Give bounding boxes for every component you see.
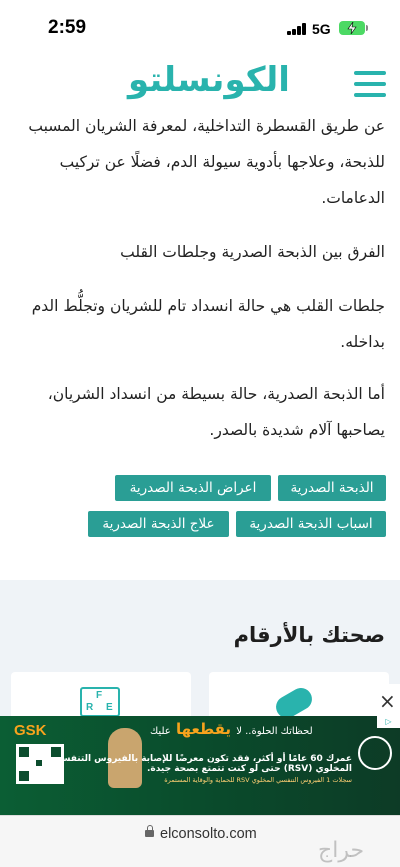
- ad-text: عمرك 60 عامًا أو أكثر، فقد تكون معرضًا للإصابة بالفيروس التنفسي المخلوي (RSV) حتى لو كنت تتمتع بصحة جيدة.: [52, 754, 352, 774]
- status-time: 2:59: [48, 17, 87, 38]
- section-title: صحتك بالأرقام: [233, 623, 385, 647]
- tag-angina-symptoms[interactable]: اعراض الذبحة الصدرية: [115, 475, 271, 501]
- ad-close-button[interactable]: [372, 684, 400, 716]
- watermark: حراج: [318, 838, 365, 863]
- battery-cap: [366, 25, 368, 31]
- ad-choices-icon[interactable]: ▷: [377, 716, 400, 728]
- tag-angina-treatment[interactable]: علاج الذبحة الصدرية: [88, 511, 229, 537]
- article-paragraph: عن طريق القسطرة التداخلية، لمعرفة الشريان المسبب للذبحة، وعلاجها بأدوية سيولة الدم، فضلًا عن تركيب الدعامات.: [28, 117, 385, 207]
- network-label: 5G: [312, 21, 331, 37]
- tag-angina[interactable]: الذبحة الصدرية: [278, 475, 386, 501]
- close-icon: ×: [379, 689, 396, 713]
- ad-brand-logo: GSK: [14, 722, 47, 739]
- ad-headline: لحظاتك الحلوة.. لا يقطعها عليك: [150, 720, 313, 738]
- article-paragraph: أما الذبحة الصدرية، حالة بسيطة من انسداد الشريان، يصاحبها آلام شديدة بالصدر.: [47, 385, 385, 439]
- ad-seal-icon: [358, 736, 392, 770]
- hamburger-menu-icon[interactable]: [354, 71, 386, 97]
- browser-address-bar[interactable]: [0, 815, 400, 867]
- article-subheading: الفرق بين الذبحة الصدرية وجلطات القلب: [120, 243, 385, 261]
- lock-icon: [145, 830, 154, 837]
- health-numbers-section: [0, 580, 400, 720]
- battery-charging-icon: [339, 21, 365, 35]
- article-paragraph: جلطات القلب هي حالة انسداد تام للشريان وتجلُّط الدم بداخله.: [31, 297, 385, 351]
- url-text: elconsolto.com: [160, 826, 257, 842]
- free-calendar-icon: F R E: [80, 687, 120, 717]
- site-header: [0, 56, 400, 114]
- status-bar: [0, 0, 400, 56]
- signal-icon: [287, 23, 307, 35]
- ad-text: سجلات 1 الفيروس التنفسي المخلوي RSV للحماية والوقاية المستمرة: [164, 776, 352, 784]
- site-logo[interactable]: الكونسلتو: [128, 60, 290, 100]
- tag-angina-causes[interactable]: اسباب الذبحة الصدرية: [236, 511, 386, 537]
- ad-banner[interactable]: [0, 716, 400, 815]
